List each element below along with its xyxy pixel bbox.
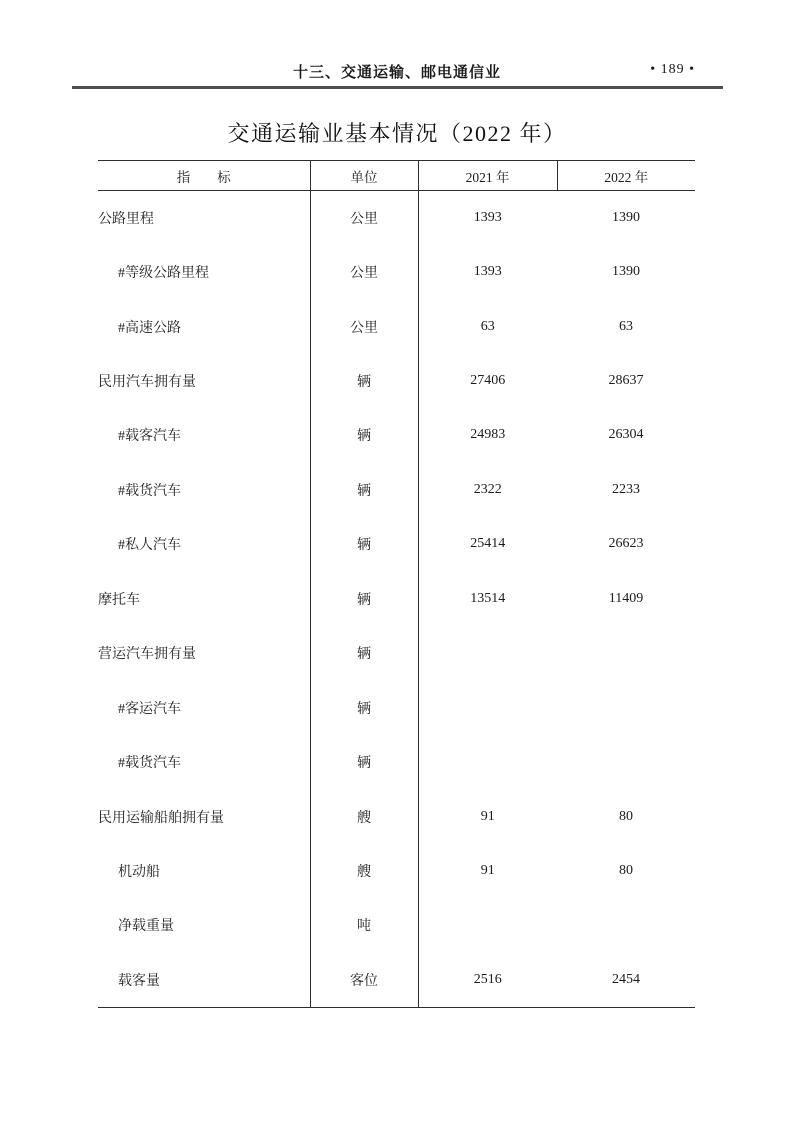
column-header-unit: 单位 [310,161,418,191]
unit-cell: 辆 [310,354,418,408]
value-2021-cell [418,735,557,789]
indicator-cell: #高速公路 [98,299,310,353]
unit-cell: 辆 [310,572,418,626]
table-row [98,354,695,408]
indicator-cell: 民用汽车拥有量 [98,354,310,408]
value-2021-cell [418,680,557,734]
value-2021-cell: 2322 [473,481,502,497]
running-head [0,61,794,83]
value-2021-cell: 63 [480,318,495,334]
table-row [98,953,695,1007]
page-number: • 189 • [650,62,695,77]
table-row [98,572,695,626]
unit-cell: 辆 [310,680,418,734]
value-2022-cell: 80 [619,862,633,878]
table-header-row [98,161,695,191]
table-row [98,898,695,952]
value-2022-cell: 1390 [612,209,640,225]
value-2022-cell: 2233 [612,481,640,497]
indicator-cell: #载货汽车 [98,463,310,517]
section-title: 十三、交通运输、邮电通信业 [292,64,501,81]
table-row [98,789,695,843]
value-2021-cell: 2516 [418,953,557,1007]
column-header-2021: 2021 年 [418,161,557,191]
column-header-2022: 2022 年 [557,161,695,191]
unit-cell: 辆 [310,626,418,680]
value-2022-cell [557,680,695,734]
value-2021-cell: 25414 [470,536,506,552]
value-2022-cell: 28637 [608,373,644,389]
indicator-cell: 公路里程 [98,191,310,245]
value-2022-cell: 26304 [608,427,644,443]
indicator-cell: #私人汽车 [98,517,310,571]
value-2021-cell: 24983 [470,427,506,443]
table-row [98,245,695,299]
value-2022-cell [557,626,695,680]
unit-cell: 辆 [310,408,418,462]
unit-cell: 公里 [310,299,418,353]
table-row [98,626,695,680]
value-2022-cell [557,898,695,952]
value-2021-cell: 1393 [473,209,502,225]
indicator-cell: #等级公路里程 [98,245,310,299]
unit-cell: 公里 [310,245,418,299]
indicator-cell: #载客汽车 [98,408,310,462]
indicator-cell: 民用运输船舶拥有量 [98,789,310,843]
indicator-cell: 营运汽车拥有量 [98,626,310,680]
value-2022-cell: 26623 [608,536,644,552]
table-row [98,844,695,898]
table-row [98,463,695,517]
statistics-table [98,160,695,1008]
value-2022-cell: 80 [619,808,633,824]
value-2022-cell [557,735,695,789]
value-2022-cell: 2454 [557,953,695,1007]
unit-cell: 辆 [310,517,418,571]
indicator-cell: #载货汽车 [98,735,310,789]
value-2021-cell [418,626,557,680]
unit-cell: 艘 [310,789,418,843]
table-row [98,735,695,789]
value-2021-cell [418,898,557,952]
unit-cell: 辆 [310,463,418,517]
indicator-cell: 机动船 [98,844,310,898]
unit-cell: 艘 [310,844,418,898]
indicator-cell: 载客量 [98,953,310,1007]
value-2021-cell: 91 [480,808,495,824]
table-body [98,191,695,1008]
unit-cell: 吨 [310,898,418,952]
value-2022-cell: 63 [619,318,633,334]
indicator-cell: 净载重量 [98,898,310,952]
value-2021-cell: 27406 [470,373,506,389]
table-row [98,517,695,571]
value-2022-cell: 1390 [612,264,640,280]
value-2021-cell: 91 [480,862,495,878]
table-row [98,680,695,734]
unit-cell: 客位 [310,953,418,1007]
table-title: 交通运输业基本情况（2022 年） [227,121,567,146]
indicator-cell: #客运汽车 [98,680,310,734]
value-2022-cell: 11409 [608,590,644,606]
table-header [98,161,695,191]
header-rule-divider [72,86,723,89]
table-row [98,191,695,245]
table-row [98,408,695,462]
table-row [98,299,695,353]
unit-cell: 辆 [310,735,418,789]
unit-cell: 公里 [310,191,418,245]
value-2021-cell: 13514 [470,590,506,606]
indicator-cell: 摩托车 [98,572,310,626]
column-header-indicator: 指 标 [98,161,310,191]
value-2021-cell: 1393 [473,264,502,280]
